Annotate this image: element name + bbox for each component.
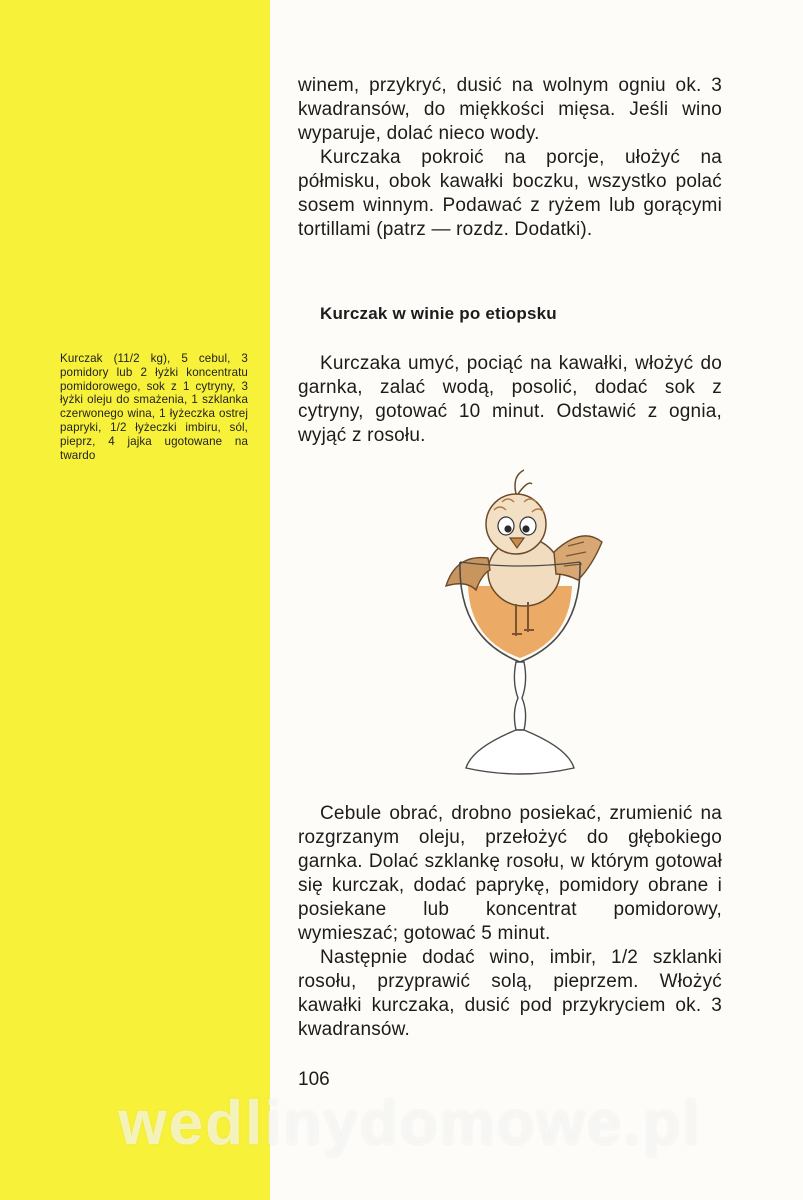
bird-eye-right [520,517,536,535]
text-block-top [298,74,722,242]
glass-base [466,730,574,774]
text-block-bottom [298,802,722,1042]
paragraph-serving: Kurczaka pokroić na porcje, ułożyć na półmisku, obok kawałki boczku, wszystko polać sosem winnym. Podawać z ryżem lub gorącymi tortillami (patrz — rozdz. Dodatki). [298,147,722,240]
ingredients-list: Kurczak (11/2 kg), 5 cebul, 3 pomidory lub 2 łyżki koncentratu pomidorowego, sok z 1 cytryny, 3 łyżki oleju do smażenia, 1 szklanka czerwonego wina, 1 łyżeczka ostrej papryki, 1/2 łyżeczki imbiru, sól, pieprz, 4 jajka ugotowane na twardo [60,352,248,462]
paragraph-onions: Cebule obrać, drobno posiekać, zrumienić na rozgrzanym oleju, przełożyć do głębokiego garnka. Dolać szklankę rosołu, w którym gotował się kurczak, dodać paprykę, pomidory obrane i posiekane lub koncentrat pomidorowy, wymieszać; gotować 5 minut. [298,803,722,944]
recipe-title: Kurczak w winie po etiopsku [320,304,557,323]
text-block-intro [298,352,722,448]
bird-tuft [515,470,532,494]
paragraph-wine: Następnie dodać wino, imbir, 1/2 szklanki rosołu, przyprawić solą, pieprzem. Włożyć kawałki kurczaka, dusić pod przykryciem ok. 3 kwadransów. [298,947,722,1040]
bird-in-wine-glass-illustration [432,462,608,782]
glass-stem [514,662,525,730]
paragraph-intro: Kurczaka umyć, pociąć na kawałki, włożyć do garnka, zalać wodą, posolić, dodać sok z cytryny, gotować 10 minut. Odstawić z ognia, wyjąć z rosołu. [298,353,722,446]
bird-wing-right [554,536,602,580]
page-number: 106 [298,1069,330,1090]
yellow-sidebar [0,0,270,1200]
watermark: wedlinydomowe.pl [118,1089,702,1158]
paragraph-continuation: winem, przykryć, dusić na wolnym ogniu ok. 3 kwadransów, do miękkości mięsa. Jeśli wino wyparuje, dolać nieco wody. [298,75,722,144]
bird-eye-left [498,517,514,535]
